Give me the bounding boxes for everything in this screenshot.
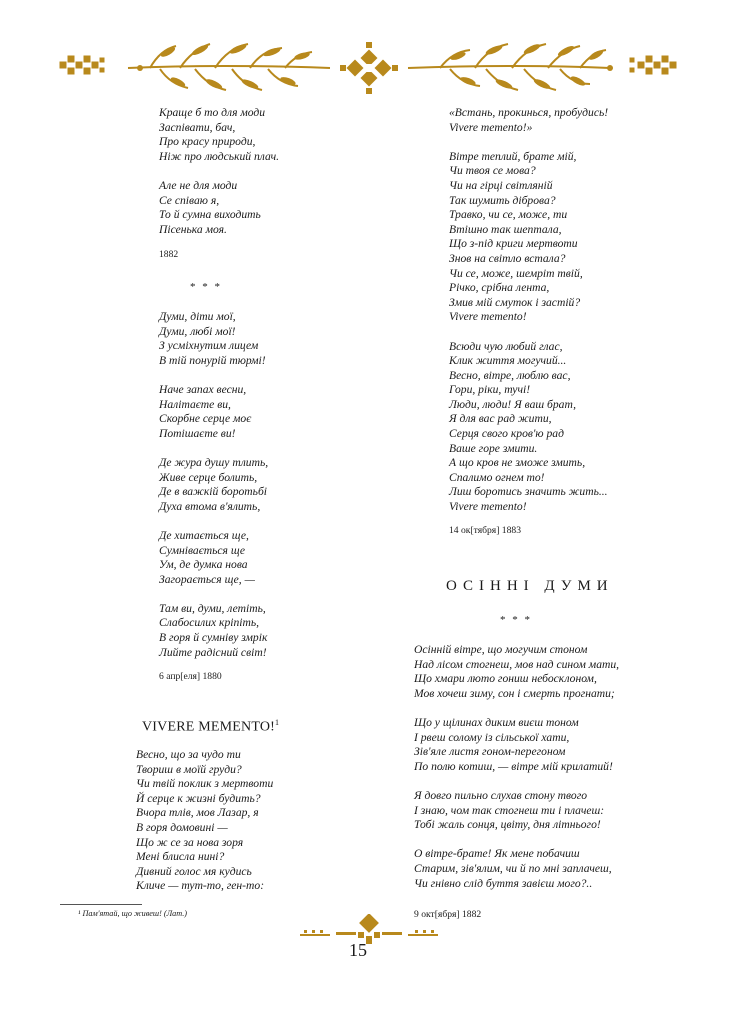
poem-line: Що з-під криги мертвоти — [449, 237, 578, 251]
poem-line: Вчора тлів, мов Лазар, я — [136, 806, 259, 820]
poem-heading-vivere-memento — [142, 718, 279, 736]
poem-line: Чи гнівно слід буття завієш мого?.. — [414, 876, 593, 890]
poem-line: По полю котиш, — вітре мій крилатий! — [414, 759, 613, 773]
poem-line: Над лісом стогнеш, мов над сином мати, — [414, 657, 620, 671]
poem-line: Я для вас рад жити, — [449, 412, 552, 426]
stanza-gap — [159, 164, 279, 179]
poem-line: Люди, люди! Я ваш брат, — [449, 397, 577, 411]
poem-right-1 — [449, 106, 608, 515]
top-floral-ornament — [0, 38, 738, 98]
poem-line: Скорбне серце моє — [159, 412, 252, 426]
poem-line: Вітре теплий, брате мій, — [449, 149, 577, 163]
poem-line: «Встань, прокинься, пробудись! — [449, 106, 609, 119]
poem-line: Сумнівається ще — [159, 543, 246, 557]
poem-line: То й сумна виходить — [159, 208, 261, 222]
stanza-gap — [414, 833, 619, 848]
poem-line: Слабосилих кріпіть, — [159, 616, 260, 630]
poem-line: Чи се, може, шемріт твій, — [449, 266, 583, 280]
poem-date: 1882 — [159, 249, 179, 260]
section-stars-divider: * * * — [190, 281, 222, 293]
poem-line: І рвеш солому із сільської хати, — [414, 730, 570, 744]
center-medallion-icon — [340, 42, 398, 94]
poem-line: В горя й сумніву змрік — [159, 631, 268, 645]
poem-line: Змив мій смуток і застій? — [449, 295, 581, 309]
poem-line: І знаю, чом так стогнеш ти і плачеш: — [414, 803, 605, 817]
poem-line: Спалимо огнем то! — [449, 470, 545, 484]
poem-line: Твориш в моїй груди? — [136, 762, 242, 776]
poem-line: Так шумить діброва? — [449, 193, 556, 207]
footnote: ¹ Пам'ятай, що живеш! (Лат.) — [78, 909, 188, 918]
stanza-gap — [159, 368, 268, 383]
poem-line: Духа втома в'ялить, — [159, 499, 261, 513]
poem-date: 14 ок[тября] 1883 — [449, 525, 521, 536]
poem-left-2 — [159, 310, 268, 660]
small-ornament-right-icon — [630, 56, 676, 74]
poem-line: Кличе — тут-то, ген-то: — [136, 879, 265, 893]
stanza-gap — [449, 135, 608, 150]
heading-text: VIVERE MEMENTO! — [142, 719, 276, 735]
poem-left-3 — [136, 748, 273, 894]
poem-line: З усміхнутим лицем — [159, 339, 259, 353]
poem-right-2 — [414, 643, 619, 891]
poem-line: Я довго пильно слухав стону твого — [414, 788, 588, 802]
poem-line: А що кров не зможе змить, — [449, 456, 586, 470]
poem-line: Ум, де думка нова — [159, 558, 248, 572]
stanza-gap — [159, 587, 268, 602]
poem-line: Що ж се за нова зоря — [136, 835, 244, 849]
poem-line: Потішаєте ви! — [159, 426, 236, 440]
poem-line: Про красу природи, — [159, 135, 256, 149]
poem-line: Чи на гірці світляній — [449, 178, 553, 192]
poem-line: Зів'яле листя гоном-перегоном — [414, 745, 566, 759]
poem-line: Травко, чи се, може, ти — [449, 208, 568, 222]
poem-line: Річко, срібна лента, — [449, 281, 550, 295]
poem-line: Наче запах весни, — [159, 382, 247, 396]
poem-line: Налітаєте ви, — [159, 397, 231, 411]
poem-line: Там ви, думи, летіть, — [159, 601, 266, 615]
poem-line: Чи твій поклик з мертвоти — [136, 777, 274, 791]
poem-line: Ваше горе змити. — [449, 441, 538, 455]
poem-line: Клик життя могучий... — [449, 354, 567, 368]
poem-line: Де в важкій боротьбі — [159, 485, 267, 499]
poem-line: Vivere memento!» — [449, 120, 533, 134]
poem-line: Лиш боротись значить жить... — [449, 485, 608, 499]
page-number: 15 — [349, 940, 367, 960]
footnote-rule — [60, 904, 142, 905]
poem-line: Але не для моди — [159, 178, 238, 192]
poem-line: Й серце к жизні будить? — [136, 791, 261, 805]
poem-line: Втішно так шептала, — [449, 222, 562, 236]
poem-line: В горя домовині — — [136, 820, 228, 834]
section-stars-divider: * * * — [500, 614, 532, 626]
poem-line: Заспівати, бач, — [159, 120, 236, 134]
poem-line: Весно, що за чудо ти — [136, 748, 241, 761]
poem-line: Гори, ріки, тучі! — [449, 383, 531, 397]
poem-date: 6 апр[еля] 1880 — [159, 671, 222, 682]
poem-line: Знов на світло встала? — [449, 251, 566, 265]
poem-line: О вітре-брате! Як мене побачиш — [414, 847, 580, 861]
poem-line: Се співаю я, — [159, 193, 220, 207]
poem-line: Серця свого кров'ю рад — [449, 427, 564, 441]
small-ornament-left-icon — [60, 56, 104, 74]
poem-line: Чи твоя се мова? — [449, 164, 536, 178]
poem-date: 9 окт[ября] 1882 — [414, 909, 482, 920]
poem-line: Мені блисла нині? — [136, 850, 225, 864]
poem-line: Старим, зів'ялим, чи й по мні заплачеш, — [414, 861, 612, 875]
footnote-mark: 1 — [275, 718, 280, 727]
poem-line: Пісенька моя. — [159, 222, 227, 236]
poem-line: Vivere memento! — [449, 310, 527, 324]
poem-line: Дивний голос мя кудись — [136, 864, 252, 878]
stanza-gap — [414, 701, 619, 716]
bottom-ornament-icon — [296, 914, 442, 946]
poem-line: Ніж про людський плач. — [159, 149, 280, 163]
poem-line: Думи, діти мої, — [159, 310, 236, 323]
stanza-gap — [414, 774, 619, 789]
poem-line: Всюди чую любий глас, — [449, 339, 563, 353]
poem-line: Що у щілинах диким виєш тоном — [414, 715, 579, 729]
poem-line: Мов хочеш зиму, сон і смерть прогнати; — [414, 686, 615, 700]
poem-line: Загорається ще, — — [159, 572, 255, 586]
poem-line: Тобі жаль сонця, цвіту, дня літнього! — [414, 818, 601, 832]
poem-left-1 — [159, 106, 279, 237]
laurel-branch-left-icon — [128, 44, 330, 90]
poem-line: Лийте радісний світ! — [159, 645, 267, 659]
poem-line: Що хмари люто гониш небосклоном, — [414, 672, 597, 686]
poem-line: Думи, любі мої! — [159, 324, 236, 338]
stanza-gap — [449, 325, 608, 340]
stanza-gap — [159, 514, 268, 529]
poem-line: Vivere memento! — [449, 500, 527, 514]
stanza-gap — [159, 441, 268, 456]
poem-heading-osinni-dumy: ОСІННІ ДУМИ — [446, 578, 614, 594]
poem-line: Де хитається ще, — [159, 528, 249, 542]
poem-line: В тій понурій тюрмі! — [159, 353, 266, 367]
poem-line: Де жура душу тлить, — [159, 455, 269, 469]
poem-line: Осінній вітре, що могучим стоном — [414, 643, 588, 656]
poem-line: Живе серце болить, — [159, 470, 258, 484]
poem-line: Краще б то для моди — [159, 106, 266, 119]
poem-line: Весно, вітре, люблю вас, — [449, 368, 571, 382]
